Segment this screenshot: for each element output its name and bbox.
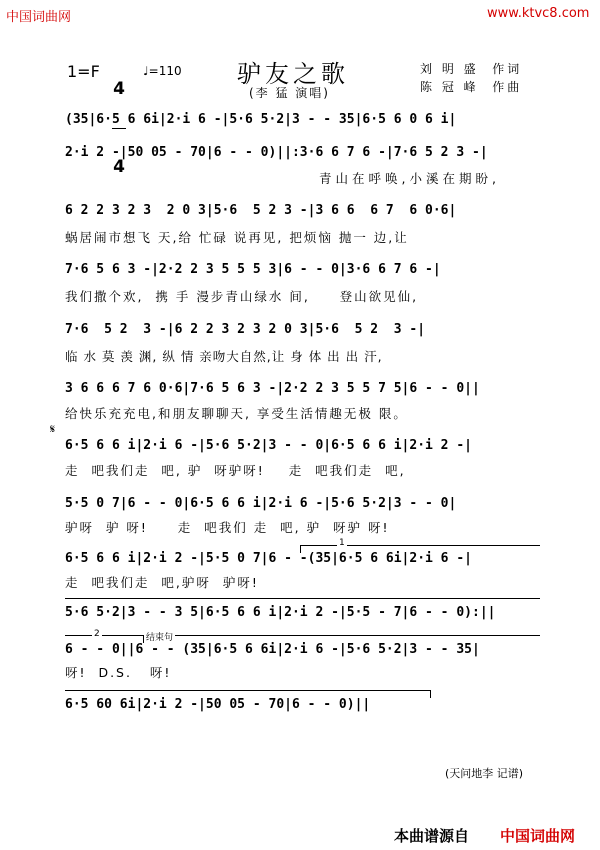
volta-1-label: 1 bbox=[339, 538, 345, 548]
score-line-5-lyrics: 临 水 莫 羡 渊, 纵 情 亲吻大自然,让 身 体 出 出 汗, bbox=[65, 349, 383, 364]
ending-label: 结束句 bbox=[144, 630, 175, 643]
score-line-2-lyrics: 青山在呼唤,小溪在期盼, bbox=[319, 171, 500, 186]
score-line-7-lyrics: 走 吧我们走 吧, 驴 呀驴呀! 走 吧我们走 吧, bbox=[65, 463, 406, 478]
score-line-12-notes: 6·5 60 6i|2·i 2 -|50 05 - 70|6 - - 0)|| bbox=[65, 697, 371, 712]
score-line-11-lyrics: 呀! D.S. 呀! bbox=[65, 665, 172, 680]
tempo-marking: ♩=110 bbox=[143, 64, 182, 78]
score-line-7-notes: 6·5 6 6 i|2·i 6 -|5·6 5·2|3 - - 0|6·5 6 6 i|2·i 2 -| bbox=[65, 438, 472, 453]
watermark-left: 中国词曲网 bbox=[6, 10, 72, 25]
score-line-6-lyrics: 给快乐充充电,和朋友聊聊天, 享受生活情趣无极 限。 bbox=[65, 406, 408, 421]
score-line-11-notes: 6 - - 0||6 - - (35|6·5 6 6i|2·i 6 -|5·6 5·2|3 - - 35| bbox=[65, 642, 480, 657]
coda-bracket-end bbox=[430, 690, 431, 698]
composer-credit: 陈 冠 峰 作曲 bbox=[420, 80, 523, 94]
source-site-link[interactable]: 中国词曲网 bbox=[500, 827, 576, 845]
score-line-1-notes: (35|6·5 6 6i|2·i 6 -|5·6 5·2|3 - - 35|6·5 6 0 6 i| bbox=[65, 112, 457, 127]
segno-sign: 𝄋 bbox=[50, 422, 56, 436]
volta-2-bracket bbox=[65, 635, 540, 636]
score-line-5-notes: 7·6 5 2 3 -|6 2 2 3 2 3 2 0 3|5·6 5 2 3 -| bbox=[65, 322, 426, 337]
score-line-4-notes: 7·6 5 6 3 -|2·2 2 3 5 5 5 3|6 - - 0|3·6 6 7 6 -| bbox=[65, 262, 441, 277]
score-line-3-lyrics: 蜗居闹市想飞 天,给 忙碌 说再见, 把烦恼 抛一 边,让 bbox=[65, 230, 409, 245]
score-line-6-notes: 3 6 6 6 7 6 0·6|7·6 5 6 3 -|2·2 2 3 5 5 7 5|6 - - 0|| bbox=[65, 381, 480, 396]
score-line-9-lyrics: 走 吧我们走 吧,驴呀 驴呀! bbox=[65, 575, 259, 590]
score-line-8-lyrics: 驴呀 驴 呀! 走 吧我们 走 吧, 驴 呀驴 呀! bbox=[65, 520, 390, 535]
performer: (李 猛 演唱) bbox=[249, 86, 330, 100]
lyricist-credit: 刘 明 盛 作词 bbox=[420, 62, 523, 76]
volta-2-label: 2 bbox=[94, 629, 100, 639]
time-signature-bottom: 4 bbox=[113, 157, 125, 177]
page-title: 驴友之歌 bbox=[237, 60, 349, 88]
score-line-4-lyrics: 我们撒个欢, 携 手 漫步青山绿水 间, 登山欲见仙, bbox=[65, 289, 419, 304]
score-line-9-notes: 6·5 6 6 i|2·i 2 -|5·5 0 7|6 - -(35|6·5 6 6i|2·i 6 -| bbox=[65, 551, 472, 566]
score-line-2-notes: 2·i 2 -|50 05 - 70|6 - - 0)||:3·6 6 7 6 -|7·6 5 2 3 -| bbox=[65, 145, 488, 160]
transcriber-credit: (天问地李 记谱) bbox=[445, 767, 524, 780]
volta-1-bracket bbox=[300, 545, 540, 546]
source-label: 本曲谱源自 bbox=[394, 827, 470, 845]
score-line-8-notes: 5·5 0 7|6 - - 0|6·5 6 6 i|2·i 6 -|5·6 5·2|3 - - 0| bbox=[65, 496, 457, 511]
watermark-right: www.ktvc8.com bbox=[487, 6, 590, 21]
volta-1-continuation bbox=[65, 598, 540, 599]
score-line-3-notes: 6 2 2 3 2 3 2 0 3|5·6 5 2 3 -|3 6 6 6 7 6 0·6| bbox=[65, 203, 457, 218]
coda-bracket bbox=[65, 690, 430, 691]
score-line-10-notes: 5·6 5·2|3 - - 3 5|6·5 6 6 i|2·i 2 -|5·5 - 7|6 - - 0):|| bbox=[65, 605, 496, 620]
time-signature-divider bbox=[112, 128, 126, 129]
time-signature-top: 4 bbox=[113, 79, 125, 99]
key-signature: 1=F bbox=[67, 62, 100, 81]
